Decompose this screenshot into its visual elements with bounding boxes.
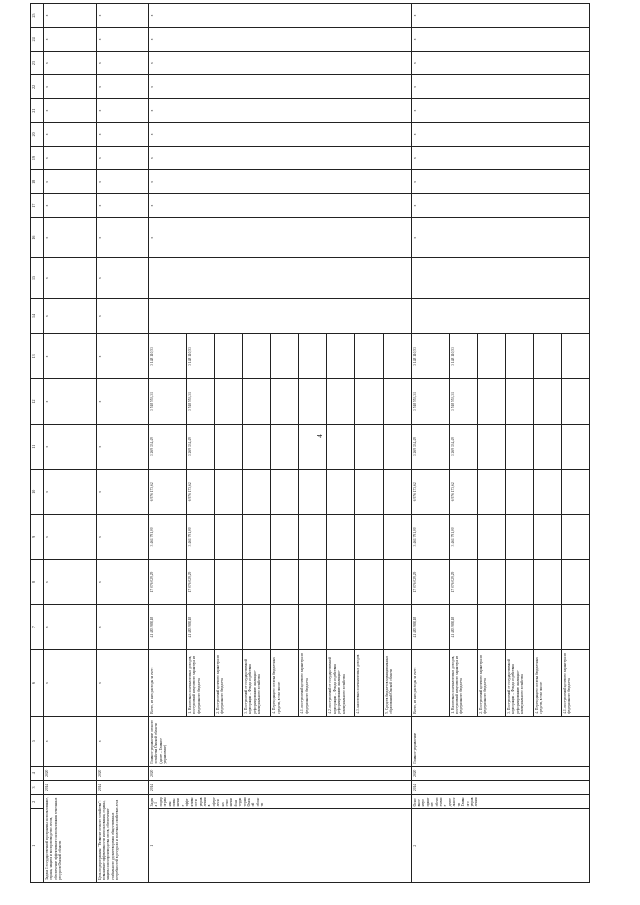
task4-source-2-total bbox=[477, 605, 505, 650]
task3-indicator-unit bbox=[149, 258, 412, 298]
column-numbers-row bbox=[31, 4, 44, 883]
task4-source-1-y2016: 6 976 173,62 bbox=[449, 469, 477, 514]
task3-source-4-y2016 bbox=[271, 469, 299, 514]
task3-executor: Главное управление лесного хозяйства Омской области (далее – Главное управление) bbox=[149, 716, 412, 766]
task3-source-label-4: 4. Переходящего остатка бюджетных средств, в том числе: bbox=[271, 650, 299, 717]
task2-col-19-mark: x bbox=[96, 146, 149, 170]
task1-col-13-mark: x bbox=[44, 334, 97, 379]
column-number-20: 20 bbox=[31, 122, 44, 146]
task4-source-3-y2014 bbox=[505, 559, 533, 604]
column-number-9: 9 bbox=[31, 514, 44, 559]
task4-source-2-y2017 bbox=[477, 424, 505, 469]
task1-col-8-mark: x bbox=[44, 559, 97, 604]
task3-source-5-total bbox=[299, 605, 327, 650]
task3-source-6-total bbox=[327, 605, 355, 650]
task3-source-6-y2017 bbox=[327, 424, 355, 469]
task3-source-5-y2015 bbox=[299, 514, 327, 559]
task4-col-24-mark: x bbox=[411, 27, 589, 51]
task4-source-4-y2016 bbox=[533, 469, 561, 514]
task2-col-23-mark: x bbox=[96, 51, 149, 75]
task4-row-number: 2 bbox=[411, 809, 589, 883]
task4-source-3-y2019 bbox=[505, 334, 533, 379]
task4-source-0-y2019: 3 148 110,53 bbox=[411, 334, 449, 379]
task1-col-11-mark: x bbox=[44, 424, 97, 469]
task1-name: Задача 1 государственной программы: использование, охрана, защита и воспроизводство лесов, обеспечение эффективного использования земельных ресурсов Омской области bbox=[44, 795, 97, 883]
task3-end-year: 2020 bbox=[149, 766, 412, 780]
task3-source-1-total: 41 483 988,18 bbox=[186, 605, 214, 650]
task3-indicator-total: x bbox=[149, 217, 412, 257]
task4-col-21-mark: x bbox=[411, 99, 589, 123]
task3-source-4-y2015 bbox=[271, 514, 299, 559]
task1-col-18-mark: x bbox=[44, 170, 97, 194]
task3-source-7-y2016 bbox=[355, 469, 383, 514]
task3-source-8-y2014 bbox=[383, 559, 411, 604]
task4-source-4-y2018 bbox=[533, 379, 561, 424]
task3-source-0-y2014: 17 076 029,29 bbox=[149, 559, 187, 604]
column-number-15: 15 bbox=[31, 258, 44, 298]
task3-source-label-6: 4.2. поступлений от государственной корпорации – Фонда содействия реформированию жилищно-коммунального хозяйства bbox=[327, 650, 355, 717]
task4-source-0-total: 41 483 988,18 bbox=[411, 605, 449, 650]
task3-source-label-7: 4.3. налоговых и неналоговых доходов bbox=[355, 650, 383, 717]
task3-start-year: 2014 bbox=[149, 780, 412, 794]
task1-col-15-mark: x bbox=[44, 258, 97, 298]
task3-source-4-y2014 bbox=[271, 559, 299, 604]
task1-col-17-mark: x bbox=[44, 194, 97, 218]
column-number-3: 3 bbox=[31, 780, 44, 794]
task4-source-3-y2015 bbox=[505, 514, 533, 559]
task3-source-2-y2014 bbox=[214, 559, 242, 604]
task4-source-1-y2014: 17 076 029,29 bbox=[449, 559, 477, 604]
task4-source-label-3: 3. Поступлений от государственной корпорации – Фонда содействия реформированию жилищно-коммунального хозяйства bbox=[505, 650, 533, 717]
task3-source-4-y2017 bbox=[271, 424, 299, 469]
task3-source-8-y2016 bbox=[383, 469, 411, 514]
task3-source-4-y2019 bbox=[271, 334, 299, 379]
task3-source-0-total: 41 483 988,18 bbox=[149, 605, 187, 650]
task4-source-row-0 bbox=[411, 4, 449, 883]
rotated-table-container bbox=[30, 3, 590, 883]
task4-source-label-5: 4.1. поступлений целевого характера из федерального бюджета bbox=[561, 650, 589, 717]
task4-col-22-mark: x bbox=[411, 75, 589, 99]
task4-source-0-y2018: 3 518 553,31 bbox=[411, 379, 449, 424]
task4-source-5-y2014 bbox=[561, 559, 589, 604]
task1-col-20-mark: x bbox=[44, 122, 97, 146]
task1-col-19-mark: x bbox=[44, 146, 97, 170]
task3-source-label-3: 3. Поступлений от государственной корпорации – Фонда содействия реформированию жилищно-коммунального хозяйства bbox=[243, 650, 271, 717]
task2-col-5-mark: x bbox=[96, 716, 149, 766]
task2-col-10-mark: x bbox=[96, 469, 149, 514]
task4-source-3-y2016 bbox=[505, 469, 533, 514]
column-number-13: 13 bbox=[31, 334, 44, 379]
task1-col-10-mark: x bbox=[44, 469, 97, 514]
task3-source-5-y2019 bbox=[299, 334, 327, 379]
column-number-8: 8 bbox=[31, 559, 44, 604]
task2-col-25-mark: x bbox=[96, 4, 149, 28]
task4-executor: Главное управление bbox=[411, 716, 589, 766]
task3-source-1-y2016: 6 976 173,62 bbox=[186, 469, 214, 514]
task3-source-2-y2017 bbox=[214, 424, 242, 469]
task1-col-12-mark: x bbox=[44, 379, 97, 424]
task3-source-5-y2014 bbox=[299, 559, 327, 604]
task2-col-20-mark: x bbox=[96, 122, 149, 146]
task3-source-7-y2018 bbox=[355, 379, 383, 424]
task4-source-5-y2017 bbox=[561, 424, 589, 469]
task3-source-8-y2018 bbox=[383, 379, 411, 424]
task4-source-4-y2019 bbox=[533, 334, 561, 379]
task3-source-0-y2016: 6 976 173,62 bbox=[149, 469, 187, 514]
task3-col-21-mark: x bbox=[149, 99, 412, 123]
column-number-11: 11 bbox=[31, 424, 44, 469]
column-number-4: 4 bbox=[31, 766, 44, 780]
task4-source-1-y2019: 3 148 110,53 bbox=[449, 334, 477, 379]
task3-source-1-y2014: 17 076 029,29 bbox=[186, 559, 214, 604]
task4-source-label-0: Всего, из них расходы за счет: bbox=[411, 650, 449, 717]
task3-col-18-mark: x bbox=[149, 170, 412, 194]
task3-source-6-y2019 bbox=[327, 334, 355, 379]
task4-source-label-1: 1. Налоговых и неналоговых доходов, поступлений нецелевого характера из федерального бюджета bbox=[449, 650, 477, 717]
task3-col-24-mark: x bbox=[149, 27, 412, 51]
task2-col-24-mark: x bbox=[96, 27, 149, 51]
task3-source-3-y2016 bbox=[243, 469, 271, 514]
task1-col-25-mark: x bbox=[44, 4, 97, 28]
task2-col-6-mark: x bbox=[96, 650, 149, 717]
task4-source-1-y2017: 3 269 334,49 bbox=[449, 424, 477, 469]
task3-source-4-total bbox=[271, 605, 299, 650]
column-number-16: 16 bbox=[31, 217, 44, 257]
task1-col-22-mark: x bbox=[44, 75, 97, 99]
task1-col-23-mark: x bbox=[44, 51, 97, 75]
task3-source-2-y2018 bbox=[214, 379, 242, 424]
task4-source-3-total bbox=[505, 605, 533, 650]
task3-source-0-y2017: 3 269 334,49 bbox=[149, 424, 187, 469]
task4-source-4-y2014 bbox=[533, 559, 561, 604]
task3-source-5-y2018 bbox=[299, 379, 327, 424]
task3-source-1-y2019: 3 148 110,53 bbox=[186, 334, 214, 379]
task3-source-6-y2015 bbox=[327, 514, 355, 559]
column-number-18: 18 bbox=[31, 170, 44, 194]
task3-source-2-y2016 bbox=[214, 469, 242, 514]
task4-source-5-y2015 bbox=[561, 514, 589, 559]
task4-end-year: 2020 bbox=[411, 766, 589, 780]
task4-source-4-y2017 bbox=[533, 424, 561, 469]
task1-col-14-mark: x bbox=[44, 298, 97, 334]
task3-source-0-y2015: 3 461 791,00 bbox=[149, 514, 187, 559]
task3-source-row-0 bbox=[149, 4, 187, 883]
task3-source-7-y2017 bbox=[355, 424, 383, 469]
task1-col-21-mark: x bbox=[44, 99, 97, 123]
task1-col-9-mark: x bbox=[44, 514, 97, 559]
task1-col-5-mark: x bbox=[44, 716, 97, 766]
task2-col-17-mark: x bbox=[96, 194, 149, 218]
task3-source-7-total bbox=[355, 605, 383, 650]
task3-source-6-y2016 bbox=[327, 469, 355, 514]
task1-col-24-mark: x bbox=[44, 27, 97, 51]
task3-source-5-y2017 bbox=[299, 424, 327, 469]
task3-source-7-y2015 bbox=[355, 514, 383, 559]
task3-source-3-y2015 bbox=[243, 514, 271, 559]
task3-source-3-y2014 bbox=[243, 559, 271, 604]
task3-source-7-y2019 bbox=[355, 334, 383, 379]
task4-col-18-mark: x bbox=[411, 170, 589, 194]
column-number-10: 10 bbox=[31, 469, 44, 514]
column-number-12: 12 bbox=[31, 379, 44, 424]
task4-indicator-name bbox=[411, 298, 589, 334]
task3-source-8-y2019 bbox=[383, 334, 411, 379]
task2-col-13-mark: x bbox=[96, 334, 149, 379]
task2-start-year: 2014 bbox=[96, 780, 149, 794]
task2-col-11-mark: x bbox=[96, 424, 149, 469]
task4-start-year: 2014 bbox=[411, 780, 589, 794]
task3-source-2-y2019 bbox=[214, 334, 242, 379]
task4-source-1-total: 41 483 988,18 bbox=[449, 605, 477, 650]
column-number-2: 2 bbox=[31, 795, 44, 809]
task4-source-5-total bbox=[561, 605, 589, 650]
task3-col-20-mark: x bbox=[149, 122, 412, 146]
task3-col-19-mark: x bbox=[149, 146, 412, 170]
task4-source-0-y2017: 3 269 334,49 bbox=[411, 424, 449, 469]
task3-source-7-y2014 bbox=[355, 559, 383, 604]
task1-start-year: 2014 bbox=[44, 780, 97, 794]
task2-col-22-mark: x bbox=[96, 75, 149, 99]
task4-source-2-y2019 bbox=[477, 334, 505, 379]
task3-col-23-mark: x bbox=[149, 51, 412, 75]
task4-col-17-mark: x bbox=[411, 194, 589, 218]
column-number-24: 24 bbox=[31, 27, 44, 51]
column-number-14: 14 bbox=[31, 298, 44, 334]
task4-col-19-mark: x bbox=[411, 146, 589, 170]
column-number-21: 21 bbox=[31, 99, 44, 123]
task4-source-1-y2015: 3 461 791,00 bbox=[449, 514, 477, 559]
task3-source-1-y2015: 3 461 791,00 bbox=[186, 514, 214, 559]
task3-source-label-1: 1. Налоговых и неналоговых доходов, поступлений нецелевого характера из федерального бюджета bbox=[186, 650, 214, 717]
task4-col-20-mark: x bbox=[411, 122, 589, 146]
task3-col-17-mark: x bbox=[149, 194, 412, 218]
task3-source-label-8: 5. Средств бюджетов муниципальных образований Омской области bbox=[383, 650, 411, 717]
task3-source-3-total bbox=[243, 605, 271, 650]
task1-end-year: 2020 bbox=[44, 766, 97, 780]
task3-row-number: 1 bbox=[149, 809, 412, 883]
task3-source-1-y2017: 3 269 334,49 bbox=[186, 424, 214, 469]
task4-source-2-y2015 bbox=[477, 514, 505, 559]
column-number-1: 1 bbox=[31, 809, 44, 883]
program-table bbox=[30, 3, 590, 883]
task2-end-year: 2020 bbox=[96, 766, 149, 780]
column-number-5: 5 bbox=[31, 716, 44, 766]
task4-source-1-y2018: 3 518 553,31 bbox=[449, 379, 477, 424]
column-number-23: 23 bbox=[31, 51, 44, 75]
task4-indicator-total: x bbox=[411, 217, 589, 257]
task3-source-8-total bbox=[383, 605, 411, 650]
task4-source-4-y2015 bbox=[533, 514, 561, 559]
task3-source-label-0: Всего, из них расходы за счет: bbox=[149, 650, 187, 717]
task3-source-1-y2018: 3 518 553,31 bbox=[186, 379, 214, 424]
column-number-19: 19 bbox=[31, 146, 44, 170]
task2-col-15-mark: x bbox=[96, 258, 149, 298]
task4-name: Основное мероприятие: обеспечение деятельности Главного управления bbox=[411, 795, 589, 809]
task1-col-7-mark: x bbox=[44, 605, 97, 650]
task2-name: Цель подпрограммы: "Развитие лесного хозяйства": повышение эффективности использования, охраны, защиты и воспроизводства лесов, обеспечение стабильного удовлетворения общественных потребностей в ресурсах и полезных свойствах леса bbox=[96, 795, 149, 883]
task4-source-label-2: 2. Поступлений целевого характера из федерального бюджета bbox=[477, 650, 505, 717]
column-number-6: 6 bbox=[31, 650, 44, 717]
task3-source-label-2: 2. Поступлений целевого характера из федерального бюджета bbox=[214, 650, 242, 717]
task4-source-5-y2016 bbox=[561, 469, 589, 514]
task4-source-2-y2016 bbox=[477, 469, 505, 514]
task2-col-14-mark: x bbox=[96, 298, 149, 334]
task2-col-21-mark: x bbox=[96, 99, 149, 123]
task3-source-0-y2018: 3 518 553,31 bbox=[149, 379, 187, 424]
task3-name: Задача 1 подпрограммы: повышение эффективности управления в сфере лесных отношений на территории Омской области bbox=[149, 795, 412, 809]
column-number-25: 25 bbox=[31, 4, 44, 28]
task1-row bbox=[44, 4, 97, 883]
task4-source-2-y2018 bbox=[477, 379, 505, 424]
task2-col-8-mark: x bbox=[96, 559, 149, 604]
task4-source-2-y2014 bbox=[477, 559, 505, 604]
task4-source-5-y2018 bbox=[561, 379, 589, 424]
task2-col-7-mark: x bbox=[96, 605, 149, 650]
task3-col-22-mark: x bbox=[149, 75, 412, 99]
task4-source-4-total bbox=[533, 605, 561, 650]
task3-source-8-y2015 bbox=[383, 514, 411, 559]
task3-source-label-5: 4.1. поступлений целевого характера из федерального бюджета bbox=[299, 650, 327, 717]
task4-source-0-y2015: 3 461 791,00 bbox=[411, 514, 449, 559]
task4-source-3-y2018 bbox=[505, 379, 533, 424]
task4-source-0-y2016: 6 976 173,62 bbox=[411, 469, 449, 514]
task3-source-3-y2019 bbox=[243, 334, 271, 379]
task3-indicator-name bbox=[149, 298, 412, 334]
task4-source-5-y2019 bbox=[561, 334, 589, 379]
task2-row bbox=[96, 4, 149, 883]
task4-col-23-mark: x bbox=[411, 51, 589, 75]
task4-indicator-unit bbox=[411, 258, 589, 298]
task3-source-5-y2016 bbox=[299, 469, 327, 514]
task3-source-3-y2018 bbox=[243, 379, 271, 424]
task3-source-8-y2017 bbox=[383, 424, 411, 469]
page-number: 4 bbox=[315, 434, 324, 438]
task3-source-4-y2018 bbox=[271, 379, 299, 424]
task3-source-2-y2015 bbox=[214, 514, 242, 559]
column-number-17: 17 bbox=[31, 194, 44, 218]
task4-source-label-4: 4. Переходящего остатка бюджетных средств, в том числе: bbox=[533, 650, 561, 717]
task3-col-25-mark: x bbox=[149, 4, 412, 28]
column-number-22: 22 bbox=[31, 75, 44, 99]
task2-col-18-mark: x bbox=[96, 170, 149, 194]
task1-col-16-mark: x bbox=[44, 217, 97, 257]
column-number-7: 7 bbox=[31, 605, 44, 650]
task4-col-25-mark: x bbox=[411, 4, 589, 28]
task4-source-3-y2017 bbox=[505, 424, 533, 469]
task4-source-0-y2014: 17 076 029,29 bbox=[411, 559, 449, 604]
task3-source-2-total bbox=[214, 605, 242, 650]
task3-source-6-y2014 bbox=[327, 559, 355, 604]
task3-source-3-y2017 bbox=[243, 424, 271, 469]
task2-col-16-mark: x bbox=[96, 217, 149, 257]
task2-col-12-mark: x bbox=[96, 379, 149, 424]
task2-col-9-mark: x bbox=[96, 514, 149, 559]
task3-source-0-y2019: 3 148 110,53 bbox=[149, 334, 187, 379]
task1-col-6-mark: x bbox=[44, 650, 97, 717]
task3-source-6-y2018 bbox=[327, 379, 355, 424]
